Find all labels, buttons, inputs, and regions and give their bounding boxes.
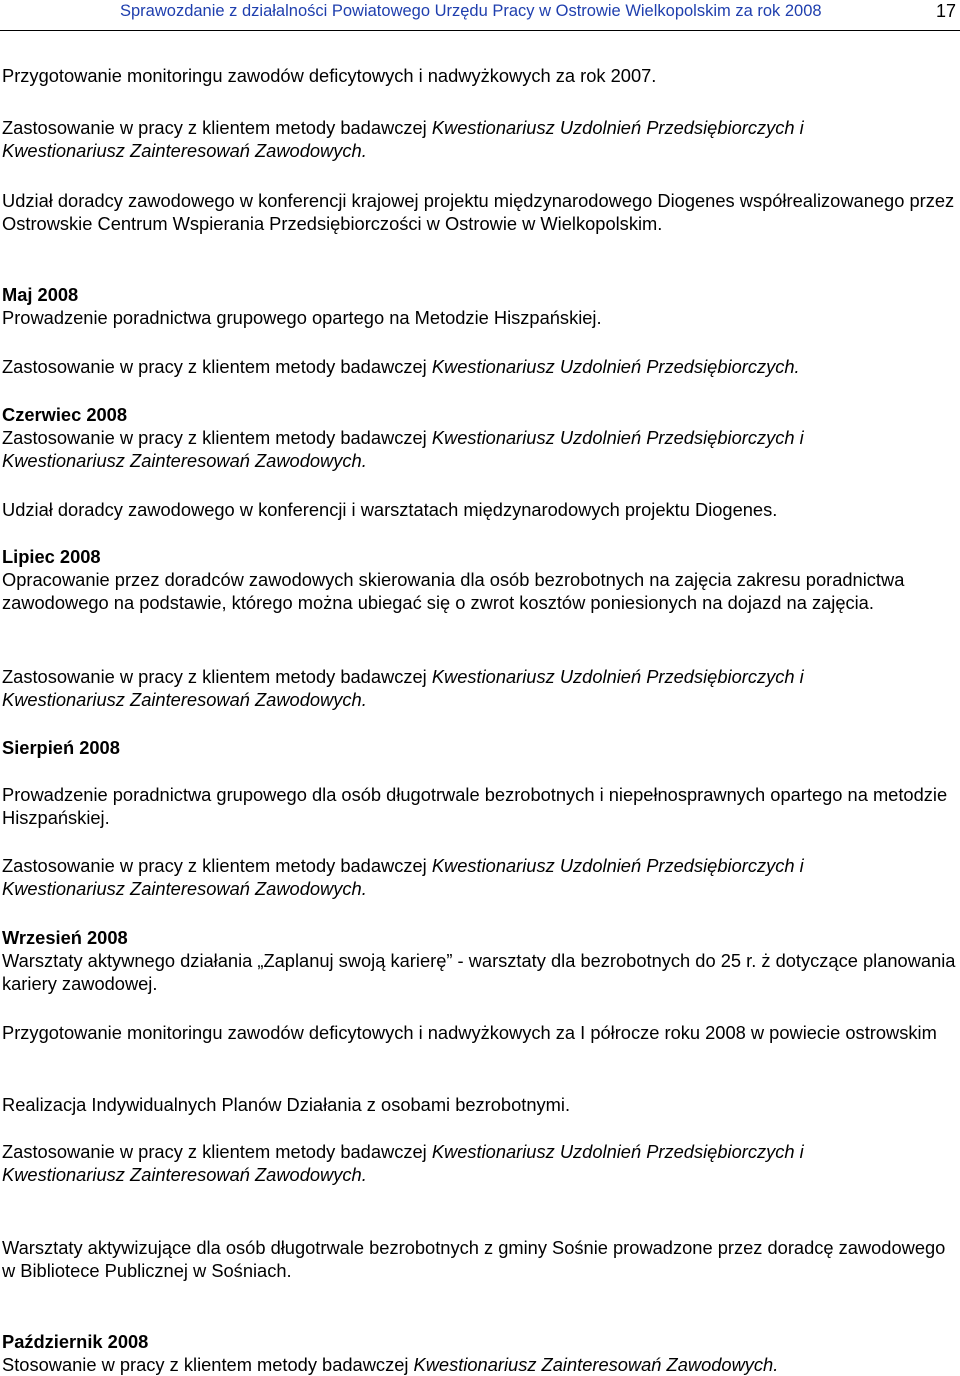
month-heading: Wrzesień 2008 — [2, 927, 128, 948]
questionnaire-name: Kwestionariusz Zainteresowań Zawodowych. — [2, 689, 367, 710]
paragraph-text: Udział doradcy zawodowego w konferencji i warsztatach międzynarodowych projektu Diogenes. — [2, 499, 778, 520]
method-text: Zastosowanie w pracy z klientem metody badawczej — [2, 666, 427, 687]
section-september-2008 — [2, 926, 958, 995]
questionnaire-name: Kwestionariusz Uzdolnień Przedsiębiorczych i — [431, 666, 804, 687]
paragraph-method-4 — [2, 854, 958, 900]
section-august-2008 — [2, 736, 958, 759]
paragraph-text: Przygotowanie monitoringu zawodów deficytowych i nadwyżkowych za I półrocze roku 2008 w powiecie ostrowskim — [2, 1022, 937, 1043]
questionnaire-name: Kwestionariusz Uzdolnień Przedsiębiorczych i — [431, 117, 804, 138]
paragraph-diogenes-workshops — [2, 498, 958, 521]
questionnaire-name: Kwestionariusz Zainteresowań Zawodowych. — [2, 450, 367, 471]
paragraph-monitoring-2008 — [2, 1021, 958, 1044]
paragraph-text: Udział doradcy zawodowego w konferencji krajowej projektu międzynarodowego Diogenes współrealizowanego przez Ostrowskie Centrum Wspierania Przedsiębiorczości w Ostrowie w Wielkopolskim. — [2, 190, 955, 234]
month-heading: Październik 2008 — [2, 1331, 149, 1352]
paragraph-text: Realizacja Indywidualnych Planów Działania z osobami bezrobotnymi. — [2, 1094, 571, 1115]
paragraph-text: Warsztaty aktywizujące dla osób długotrwale bezrobotnych z gminy Sośnie prowadzone przez doradcę zawodowego w Bibliotece Publicznej w Sośniach. — [2, 1237, 946, 1281]
section-june-2008 — [2, 403, 958, 472]
paragraph-method-5 — [2, 1140, 958, 1186]
month-heading: Lipiec 2008 — [2, 546, 101, 567]
questionnaire-name: Kwestionariusz Zainteresowań Zawodowych. — [413, 1354, 779, 1375]
section-may-2008 — [2, 283, 958, 329]
paragraph-group-counselling — [2, 783, 958, 829]
paragraph-monitoring-2007 — [2, 64, 958, 87]
month-heading: Maj 2008 — [2, 284, 79, 305]
paragraph-method-3 — [2, 665, 958, 711]
month-heading: Sierpień 2008 — [2, 737, 120, 758]
page-header — [0, 0, 960, 31]
method-text: Zastosowanie w pracy z klientem metody badawczej — [2, 117, 427, 138]
paragraph-sosnie-workshops — [2, 1236, 958, 1282]
paragraph-text: Prowadzenie poradnictwa grupowego opartego na Metodzie Hiszpańskiej. — [2, 307, 602, 328]
paragraph-method-2 — [2, 355, 958, 378]
document-title: Sprawozdanie z działalności Powiatowego Urzędu Pracy w Ostrowie Wielkopolskim za rok 2008 — [120, 2, 822, 20]
questionnaire-name: Kwestionariusz Zainteresowań Zawodowych. — [2, 1164, 367, 1185]
questionnaire-name: Kwestionariusz Uzdolnień Przedsiębiorczych i — [431, 427, 804, 448]
questionnaire-name: Kwestionariusz Uzdolnień Przedsiębiorczych i — [431, 1141, 804, 1162]
questionnaire-name: Kwestionariusz Uzdolnień Przedsiębiorczych i — [431, 855, 804, 876]
paragraph-ipd — [2, 1093, 958, 1116]
paragraph-text: Opracowanie przez doradców zawodowych skierowania dla osób bezrobotnych na zajęcia zakresu poradnictwa zawodowego na podstawie, którego można ubiegać się o zwrot kosztów poniesionych na dojazd na zajęcia. — [2, 569, 905, 613]
section-july-2008 — [2, 545, 958, 614]
questionnaire-name: Kwestionariusz Uzdolnień Przedsiębiorczych. — [431, 356, 800, 377]
method-text: Zastosowanie w pracy z klientem metody badawczej — [2, 1141, 427, 1162]
questionnaire-name: Kwestionariusz Zainteresowań Zawodowych. — [2, 878, 367, 899]
method-text: Stosowanie w pracy z klientem metody badawczej — [2, 1354, 409, 1375]
method-text: Zastosowanie w pracy z klientem metody badawczej — [2, 356, 427, 377]
paragraph-diogenes-conference — [2, 189, 958, 235]
method-text: Zastosowanie w pracy z klientem metody badawczej — [2, 855, 427, 876]
section-october-2008 — [2, 1330, 958, 1376]
page-number: 17 — [935, 1, 956, 21]
paragraph-method-1 — [2, 116, 958, 162]
paragraph-text: Warsztaty aktywnego działania „Zaplanuj swoją karierę” - warsztaty dla bezrobotnych do 25 r. ż dotyczące planowania kariery zawodowej. — [2, 950, 956, 994]
method-text: Zastosowanie w pracy z klientem metody badawczej — [2, 427, 427, 448]
questionnaire-name: Kwestionariusz Zainteresowań Zawodowych. — [2, 140, 367, 161]
paragraph-text: Prowadzenie poradnictwa grupowego dla osób długotrwale bezrobotnych i niepełnosprawnych opartego na metodzie Hiszpańskiej. — [2, 784, 948, 828]
paragraph-text: Przygotowanie monitoringu zawodów deficytowych i nadwyżkowych za rok 2007. — [2, 65, 657, 86]
month-heading: Czerwiec 2008 — [2, 404, 128, 425]
